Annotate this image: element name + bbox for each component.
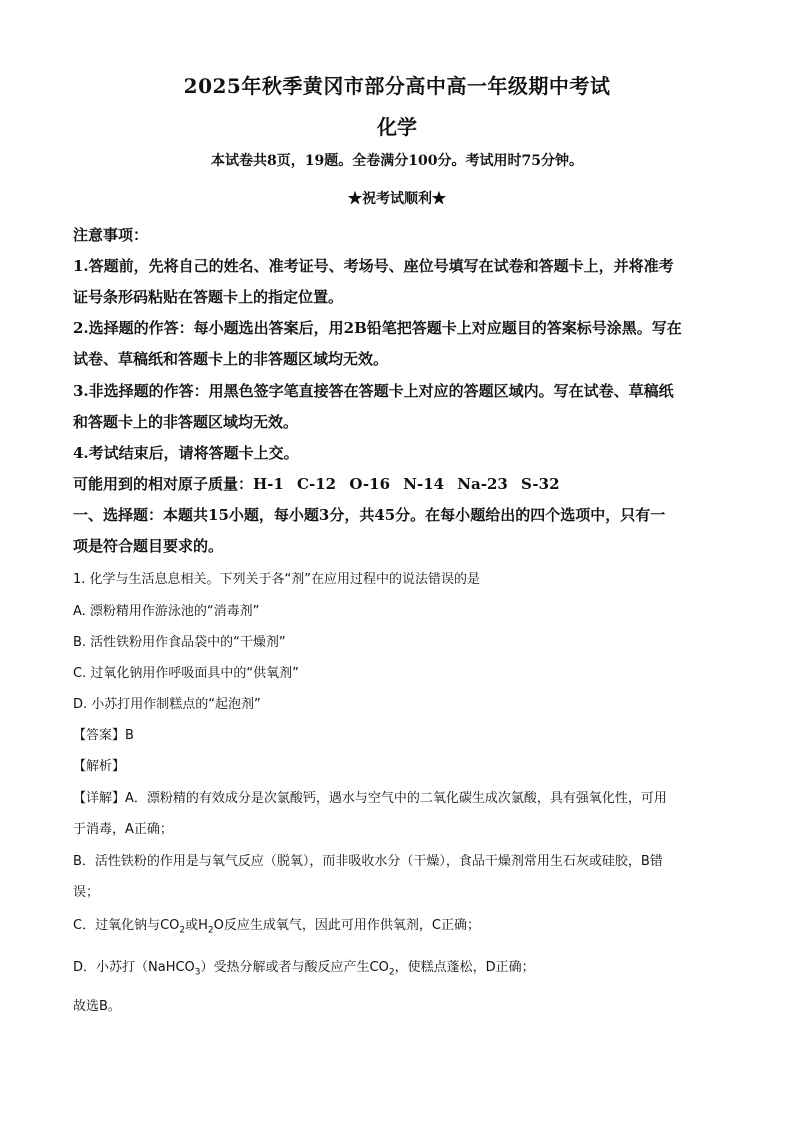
question-1-stem: 1. 化学与生活息息相关。下列关于各“剂”在应用过程中的说法错误的是 [73, 572, 481, 587]
detail-b-line-1: B．活性铁粉的作用是与氧气反应（脱氧），而非吸收水分（干燥），食品干燥剂常用生石灰或硅胶，B错 [73, 854, 663, 869]
blessing-text: ★祝考试顺利★ [348, 191, 446, 207]
notice-item-4: 4.考试结束后，请将答题卡上交。 [73, 444, 299, 462]
subject-title: 化学 [377, 115, 417, 139]
section-1-heading-line-2: 项是符合题目要求的。 [73, 537, 224, 555]
notice-item-3-line-2: 和答题卡上的非答题区域均无效。 [73, 413, 299, 431]
notice-item-2-line-1: 2.选择题的作答：每小题选出答案后，用2B铅笔把答题卡上对应题目的答案标号涂黑。写在 [73, 319, 682, 337]
notice-item-3-line-1: 3.非选择题的作答：用黑色签字笔直接答在答题卡上对应的答题区域内。写在试卷、草稿纸 [73, 382, 674, 400]
nahco3-formula: NaHCO$_3$ [148, 960, 201, 978]
detail-d-line: D．小苏打（NaHCO$_3$）受热分解或者与酸反应产生$CO_2$，使糕点蓬松，D正确； [73, 960, 535, 978]
detail-label: 【详解】 [73, 791, 126, 806]
detail-a-text: A．漂粉精的有效成分是次氯酸钙，遇水与空气中的二氧化碳生成次氯酸，具有强氧化性，可用 [125, 791, 667, 806]
detail-c-line: C．过氧化钠与$CO_2$或$H_2O$反应生成氧气，因此可用作供氧剂，C正确； [73, 918, 480, 936]
notice-item-1-line-1: 1.答题前，先将自己的姓名、准考证号、考场号、座位号填写在试卷和答题卡上，并将准考 [73, 257, 674, 275]
question-1-option-d: D. 小苏打用作制糕点的“起泡剂” [73, 697, 261, 712]
question-1-conclusion: 故选B。 [73, 999, 121, 1014]
co2-formula: $CO_2$ [160, 918, 186, 936]
notice-heading: 注意事项： [73, 226, 149, 244]
question-1-answer: 【答案】B [73, 728, 134, 743]
question-1-option-b: B. 活性铁粉用作食品袋中的“干燥剂” [73, 635, 286, 650]
question-1-analysis-label: 【解析】 [73, 759, 126, 774]
question-1-option-c: C. 过氧化钠用作呼吸面具中的“供氧剂” [73, 666, 299, 681]
section-1-heading-line-1: 一、选择题：本题共15小题，每小题3分，共45分。在每小题给出的四个选项中，只有一 [73, 506, 666, 524]
exam-info: 本试卷共8页，19题。全卷满分100分。考试用时75分钟。 [211, 153, 583, 169]
h2o-formula: $H_2O$ [198, 918, 224, 936]
question-1-option-a: A. 漂粉精用作游泳池的“消毒剂” [73, 604, 260, 619]
detail-a-line-2: 于消毒，A正确； [73, 822, 173, 837]
notice-item-2-line-2: 试卷、草稿纸和答题卡上的非答题区域均无效。 [73, 350, 389, 368]
atomic-mass-line: 可能用到的相对原子质量：H-1 C-12 O-16 N-14 Na-23 S-32 [73, 475, 560, 493]
detail-b-line-2: 误； [73, 885, 100, 900]
detail-a-line-1 [73, 787, 667, 806]
exam-title: 2025年秋季黄冈市部分高中高一年级期中考试 [183, 74, 611, 98]
notice-item-1-line-2: 证号条形码粘贴在答题卡上的指定位置。 [73, 288, 344, 306]
co2-formula: $CO_2$ [369, 960, 395, 978]
